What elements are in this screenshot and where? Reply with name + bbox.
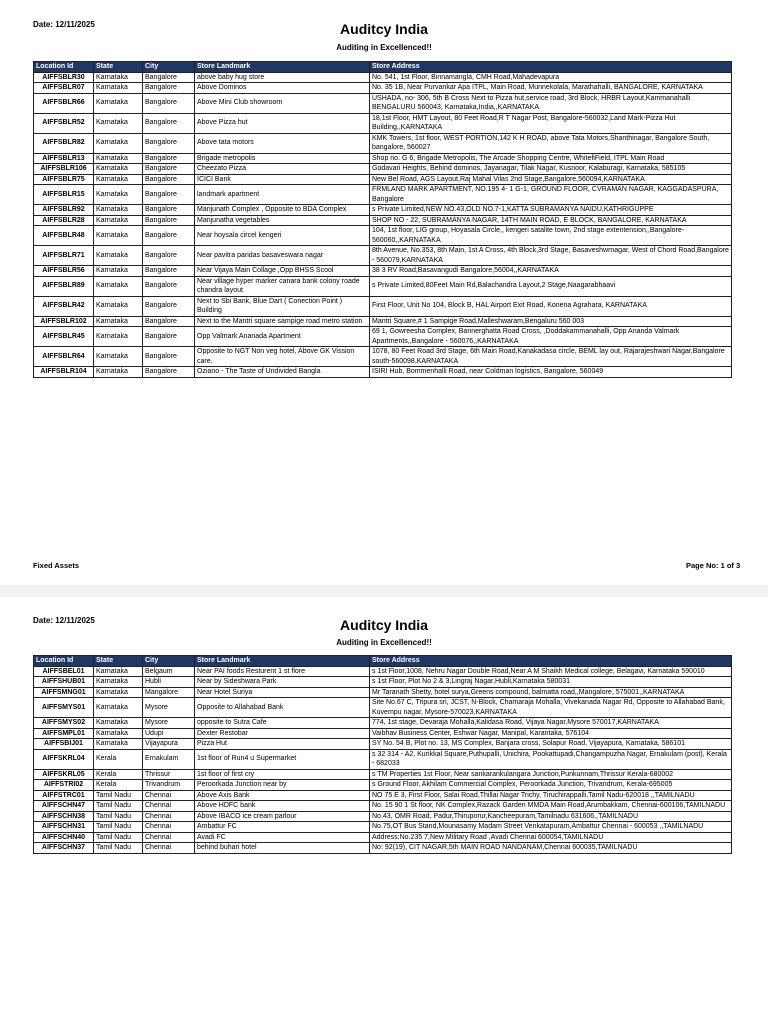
state-cell: Kerala: [94, 749, 143, 769]
landmark-cell: Near by Sideshwara Park: [195, 677, 370, 688]
city-cell: Mangalore: [143, 687, 195, 698]
location-id-cell: AIFFSHUB01: [34, 677, 94, 688]
state-cell: Karnataka: [94, 205, 143, 216]
location-id-cell: AIFFSMPL01: [34, 728, 94, 739]
table-row: [34, 347, 732, 367]
location-id-cell: AIFFSMYS02: [34, 718, 94, 729]
table-row: [34, 822, 732, 833]
table-row: [34, 832, 732, 843]
table-header-row: [34, 656, 732, 667]
column-header: State: [94, 62, 143, 73]
city-cell: Bangalore: [143, 276, 195, 296]
location-id-cell: AIFFSBLR71: [34, 246, 94, 266]
city-cell: Bangalore: [143, 133, 195, 153]
city-cell: Vijayapura: [143, 739, 195, 750]
address-cell: s Private Limited,NEW NO.43,OLD NO.7-1,KATTA SUBRAMANYA NAIDU,KATHRIGUPPE: [370, 205, 732, 216]
report-title: Auditcy India: [340, 21, 428, 37]
city-cell: Hubli: [143, 677, 195, 688]
state-cell: Tamil Nadu: [94, 790, 143, 801]
report-subtitle: Auditing in Excellenced!!: [336, 638, 432, 647]
location-id-cell: AIFFSBLR48: [34, 226, 94, 246]
state-cell: Karnataka: [94, 677, 143, 688]
location-id-cell: AIFFSBLR52: [34, 113, 94, 133]
column-header: City: [143, 62, 195, 73]
table-row: [34, 226, 732, 246]
location-id-cell: AIFFSBLR102: [34, 316, 94, 327]
city-cell: Bangalore: [143, 215, 195, 226]
state-cell: Karnataka: [94, 266, 143, 277]
state-cell: Karnataka: [94, 698, 143, 718]
landmark-cell: Avadi FC: [195, 832, 370, 843]
table-row: [34, 153, 732, 164]
address-cell: 1078, 80 Feet Road 3rd Stage, 6th Main Road,Kanakadasa circle, BEML lay out, Rajarajeshwari Nagar,Bangalore south-560098,KARNATAKA: [370, 347, 732, 367]
city-cell: Bangalore: [143, 93, 195, 113]
landmark-cell: Near village hyper marker canara bank colony roade chandra layout: [195, 276, 370, 296]
address-cell: s 32 314 - A2, Kurikkal Square,Puthupalli, Unichira, Pookattupadi,Changampuzha Nagar, Ernakulam (post), Kerala - 682033: [370, 749, 732, 769]
state-cell: Karnataka: [94, 174, 143, 185]
table-row: [34, 327, 732, 347]
state-cell: Karnataka: [94, 133, 143, 153]
location-id-cell: AIFFSTRI02: [34, 780, 94, 791]
state-cell: Karnataka: [94, 316, 143, 327]
state-cell: Karnataka: [94, 215, 143, 226]
city-cell: Mysore: [143, 718, 195, 729]
city-cell: Chennai: [143, 822, 195, 833]
location-id-cell: AIFFSBLR66: [34, 93, 94, 113]
column-header: Store Landmark: [195, 62, 370, 73]
location-id-cell: AIFFSCHN37: [34, 843, 94, 854]
state-cell: Karnataka: [94, 246, 143, 266]
column-header: Location Id: [34, 656, 94, 667]
address-cell: No. 15 90 1 St floor, NK Complex,Razack Garden MMDA Main Road,Arumbakkam, Chennai-600106,TAMILNADU: [370, 801, 732, 812]
landmark-cell: Above tata motors: [195, 133, 370, 153]
table-row: [34, 185, 732, 205]
location-id-cell: AIFFSBIJ01: [34, 739, 94, 750]
landmark-cell: Near hoysala circel kengeri: [195, 226, 370, 246]
column-header: Location Id: [34, 62, 94, 73]
address-cell: New Bel Road, AGS Layout,Raj Mahal Vilas 2nd Stage,Bangalore,560094,KARNATAKA: [370, 174, 732, 185]
city-cell: Bangalore: [143, 327, 195, 347]
address-cell: 18,1st Floor, HMT Layout, 80 Feet Road,R T Nagar Post, Bangalore-560032,Land Mark-Pizza Hut Building,,KARNATAKA: [370, 113, 732, 133]
landmark-cell: Near pavitra paridas basaveswara nagar: [195, 246, 370, 266]
address-cell: Address:No.235 7,New Military Road ,Avadi Chennai 600054,TAMILNADU: [370, 832, 732, 843]
location-id-cell: AIFFSBLR07: [34, 83, 94, 94]
column-header: City: [143, 656, 195, 667]
state-cell: Karnataka: [94, 347, 143, 367]
city-cell: Belgaum: [143, 666, 195, 677]
address-cell: No. 35 1B, Near Purvankar Apa ITPL, Main Road, Munnekolala, Marathahalli, BANGALORE, KARNATAKA: [370, 83, 732, 94]
table-row: [34, 296, 732, 316]
state-cell: Kerala: [94, 769, 143, 780]
city-cell: Mysore: [143, 698, 195, 718]
landmark-cell: Next to Sbi Bank, Blue Dart ( Conection Point ) Building: [195, 296, 370, 316]
state-cell: Tamil Nadu: [94, 843, 143, 854]
column-header: Store Landmark: [195, 656, 370, 667]
address-cell: s Ground Floor, Akhilam Commercial Complex, Peroorkada Junction, Trivandrum, Kerala-695005: [370, 780, 732, 791]
page-number: Page No: 1 of 3: [686, 561, 741, 570]
city-cell: Bangalore: [143, 153, 195, 164]
table-row: [34, 687, 732, 698]
address-cell: 104, 1st floor, LIG group, Hoyasala Circle,, kengeri satalite town, 2nd stage extentension,,Bangalore-560060,,KARNATAKA: [370, 226, 732, 246]
location-id-cell: AIFFSBLR42: [34, 296, 94, 316]
location-id-cell: AIFFSCHN31: [34, 822, 94, 833]
state-cell: Tamil Nadu: [94, 801, 143, 812]
report-date: Date: 12/11/2025: [33, 616, 95, 625]
location-id-cell: AIFFSBLR30: [34, 72, 94, 83]
location-id-cell: AIFFSBLR45: [34, 327, 94, 347]
address-cell: 69 1, Gowreesha Complex, Bannerghatta Road Cross, ,Doddakammanahalli, Opp Ananda Valmark Apartments,,Bangalore - 560076,,KARNATAKA: [370, 327, 732, 347]
table-row: [34, 843, 732, 854]
landmark-cell: Above HDFC bank: [195, 801, 370, 812]
table-row: [34, 769, 732, 780]
city-cell: Bangalore: [143, 113, 195, 133]
table-row: [34, 266, 732, 277]
table-row: [34, 718, 732, 729]
landmark-cell: Pizza Hut: [195, 739, 370, 750]
table-row: [34, 164, 732, 175]
address-cell: No: 92(19), CIT NAGAR,5th MAIN ROAD NANDANAM,Chennai 600035,TAMILNADU: [370, 843, 732, 854]
table-row: [34, 780, 732, 791]
landmark-cell: Peroorkada Junction near by: [195, 780, 370, 791]
store-table: [33, 61, 732, 378]
column-header: Store Address: [370, 656, 732, 667]
state-cell: Karnataka: [94, 83, 143, 94]
state-cell: Karnataka: [94, 113, 143, 133]
state-cell: Kerala: [94, 780, 143, 791]
landmark-cell: 1st floor of first cry: [195, 769, 370, 780]
location-id-cell: AIFFSBLR106: [34, 164, 94, 175]
landmark-cell: landmark apartment: [195, 185, 370, 205]
city-cell: Bangalore: [143, 316, 195, 327]
table-row: [34, 749, 732, 769]
city-cell: Thrissur: [143, 769, 195, 780]
city-cell: Bangalore: [143, 205, 195, 216]
table-row: [34, 367, 732, 378]
state-cell: Karnataka: [94, 327, 143, 347]
city-cell: Chennai: [143, 832, 195, 843]
landmark-cell: Cheezato Pizza: [195, 164, 370, 175]
city-cell: Bangalore: [143, 226, 195, 246]
landmark-cell: Opposite to Allahabad Bank: [195, 698, 370, 718]
store-table: [33, 655, 732, 854]
landmark-cell: Oziano - The Taste of Undivided Bangla: [195, 367, 370, 378]
city-cell: Bangalore: [143, 347, 195, 367]
report-title: Auditcy India: [340, 617, 428, 633]
state-cell: Tamil Nadu: [94, 822, 143, 833]
location-id-cell: AIFFSMYS01: [34, 698, 94, 718]
table-row: [34, 72, 732, 83]
table-row: [34, 728, 732, 739]
landmark-cell: Dexter Restobar: [195, 728, 370, 739]
table-row: [34, 133, 732, 153]
location-id-cell: AIFFSBLR75: [34, 174, 94, 185]
address-cell: 8th Avenue, No.353, 8th Main, 1st A Cross, 4th Block,3rd Stage, Basaveshwrnagar, West of Chord Road,Bangalore - 560079,KARNATAKA: [370, 246, 732, 266]
address-cell: No. 541, 1st Floor, Binnamangla, CMH Road,Mahadevapura: [370, 72, 732, 83]
location-id-cell: AIFFSMNG01: [34, 687, 94, 698]
address-cell: s Private Limited,80Feet Main Rd,Balachandra Layout,2 Stage,Naagarabhaavi: [370, 276, 732, 296]
address-cell: SHOP NO - 22, SUBRAMANYA NAGAR, 14TH MAIN ROAD, E BLOCK, BANGALORE, KARNATAKA: [370, 215, 732, 226]
address-cell: Vaibhav Business Center, Eshwar Nagar, Manipal, Karantaka, 576104: [370, 728, 732, 739]
location-id-cell: AIFFSCHN47: [34, 801, 94, 812]
location-id-cell: AIFFSBLR92: [34, 205, 94, 216]
state-cell: Karnataka: [94, 226, 143, 246]
state-cell: Karnataka: [94, 164, 143, 175]
city-cell: Bangalore: [143, 174, 195, 185]
state-cell: Karnataka: [94, 739, 143, 750]
table-row: [34, 698, 732, 718]
landmark-cell: Next to the Mantri square sampige road metro station: [195, 316, 370, 327]
state-cell: Karnataka: [94, 72, 143, 83]
footer-section-label: Fixed Assets: [33, 561, 79, 570]
column-header: Store Address: [370, 62, 732, 73]
landmark-cell: Brigade metropolis: [195, 153, 370, 164]
landmark-cell: Near Vijaya Main Collage ,Opp BHSS Scool: [195, 266, 370, 277]
landmark-cell: Near Hotel Suriya: [195, 687, 370, 698]
address-cell: Godavari Heights, Behind dominos, Jayanagar, Tilak Nagar, Kusnoor, Kalaburagi, Karnataka, 585105: [370, 164, 732, 175]
table-row: [34, 83, 732, 94]
table-row: [34, 811, 732, 822]
city-cell: Bangalore: [143, 296, 195, 316]
table-row: [34, 276, 732, 296]
address-cell: NO 75 E 3, First Floor, Salai Road,Thillai Nagar Trichy, Tiruchirappalli,Tamil Nadu-620018 ,,TAMILNADU: [370, 790, 732, 801]
city-cell: Chennai: [143, 843, 195, 854]
table-row: [34, 677, 732, 688]
landmark-cell: Near PAI foods Resturent 1 st flore: [195, 666, 370, 677]
table-row: [34, 316, 732, 327]
landmark-cell: Manjunatha vegetables: [195, 215, 370, 226]
state-cell: Karnataka: [94, 153, 143, 164]
state-cell: Karnataka: [94, 367, 143, 378]
landmark-cell: Above Axis Bank: [195, 790, 370, 801]
table-header-row: [34, 62, 732, 73]
landmark-cell: Manjunath Complex , Opposite to BDA Complex: [195, 205, 370, 216]
location-id-cell: AIFFSBLR89: [34, 276, 94, 296]
city-cell: Bangalore: [143, 246, 195, 266]
city-cell: Chennai: [143, 801, 195, 812]
location-id-cell: AIFFSBLR64: [34, 347, 94, 367]
address-cell: s TM Properties 1st Floor, Near sankarankulangara Junction,Punkunnam,Thrissur Kerala-680002: [370, 769, 732, 780]
location-id-cell: AIFFSKRL05: [34, 769, 94, 780]
landmark-cell: Ambattur FC: [195, 822, 370, 833]
table-row: [34, 93, 732, 113]
landmark-cell: Opp Valmark Ananada Apartment: [195, 327, 370, 347]
landmark-cell: behind buhari hotel: [195, 843, 370, 854]
location-id-cell: AIFFSBEL01: [34, 666, 94, 677]
address-cell: 774, 1st stage, Devaraja Mohalla,Kalidasa Road, Vijaya Nagar,Mysore 570017,KARNATAKA: [370, 718, 732, 729]
state-cell: Tamil Nadu: [94, 832, 143, 843]
landmark-cell: 1st floor of Run4 u Supermarket: [195, 749, 370, 769]
city-cell: Bangalore: [143, 164, 195, 175]
state-cell: Karnataka: [94, 185, 143, 205]
state-cell: Tamil Nadu: [94, 811, 143, 822]
location-id-cell: AIFFSBLR56: [34, 266, 94, 277]
state-cell: Karnataka: [94, 93, 143, 113]
page-separator: [0, 585, 768, 597]
state-cell: Karnataka: [94, 296, 143, 316]
address-cell: 38 3 RV Road,Basavangudi Bangalore,56004,,KARNATAKA: [370, 266, 732, 277]
report-page-2: [0, 597, 768, 1024]
city-cell: Udupi: [143, 728, 195, 739]
address-cell: SY No. 54 B, Plot no. 13, MS Complex, Banjara cross, Solapur Road, Vijayapura, Karnataka, 586101: [370, 739, 732, 750]
table-row: [34, 246, 732, 266]
city-cell: Bangalore: [143, 72, 195, 83]
landmark-cell: Above Mini Club showroom: [195, 93, 370, 113]
landmark-cell: ICICI Bank: [195, 174, 370, 185]
city-cell: Bangalore: [143, 266, 195, 277]
landmark-cell: above baby hug store: [195, 72, 370, 83]
city-cell: Ernakulam: [143, 749, 195, 769]
state-cell: Karnataka: [94, 718, 143, 729]
table-row: [34, 205, 732, 216]
column-header: State: [94, 656, 143, 667]
address-cell: USHADA, no- 306, 5th B Cross Next to Pizza hut,service road, 3rd Block, HRBR Layout,Kammanahalli BENGALURU 560043, Karnataka,India,,KARNATAKA: [370, 93, 732, 113]
table-row: [34, 790, 732, 801]
table-row: [34, 739, 732, 750]
address-cell: ISIRI Hub, Bommenhalli Road, near Coldman logistics, Bangalore, 560049: [370, 367, 732, 378]
city-cell: Chennai: [143, 811, 195, 822]
state-cell: Karnataka: [94, 728, 143, 739]
address-cell: Mr Taranath Shetty, hotel surya,Greens compound, balmatta road,,Mangalore, 575001,,KARNATAKA: [370, 687, 732, 698]
table-row: [34, 113, 732, 133]
state-cell: Karnataka: [94, 276, 143, 296]
landmark-cell: Above Pizza hut: [195, 113, 370, 133]
city-cell: Trivandrum: [143, 780, 195, 791]
report-subtitle: Auditing in Excellenced!!: [336, 43, 432, 52]
landmark-cell: Opposite to NGT Non veg hotel, Above GK Vission care.: [195, 347, 370, 367]
city-cell: Bangalore: [143, 185, 195, 205]
address-cell: FRMLAND MARK APARTMENT, NO.195 4- 1 G-1, GROUND FLOOR, CVRAMAN NAGAR, KAGGADASPURA, Bangalore: [370, 185, 732, 205]
address-cell: Mantri Square,# 1 Sampige Road,Malleshwaram,Bengaluru 560 003: [370, 316, 732, 327]
landmark-cell: opposite to Sutra Cafe: [195, 718, 370, 729]
address-cell: Site No.67 C, Tripura sri, JCST, N-Block, Chamaraja Mohalla, Vivekanada Nagar Rd, Opposite to Allahabad Bank, Kuvempu nagar, Mysore-570023,KARNATAKA: [370, 698, 732, 718]
landmark-cell: Above IBACO ice cream parlour: [195, 811, 370, 822]
location-id-cell: AIFFSBLR13: [34, 153, 94, 164]
table-row: [34, 174, 732, 185]
address-cell: No.43, OMR Road, Padur,Thiruporur,Kancheepuram,Tamilnadu 631606,,TAMILNADU: [370, 811, 732, 822]
address-cell: No.75,OT Bus Stand,Mounasamy Madam Street Venkatapuram,Ambattur Chennai - 600053 ,,TAMILNADU: [370, 822, 732, 833]
address-cell: First Floor, Unit No 104, Block B, HAL Airport Exit Road, Konena Agrahara, KARNATAKA: [370, 296, 732, 316]
city-cell: Bangalore: [143, 83, 195, 94]
location-id-cell: AIFFSTRC01: [34, 790, 94, 801]
address-cell: Shop no. G 6, Brigade Metropolis, The Arcade Shopping Centre, WhitefiField, ITPL Main Road: [370, 153, 732, 164]
location-id-cell: AIFFSBLR28: [34, 215, 94, 226]
table-row: [34, 801, 732, 812]
location-id-cell: AIFFSCHN38: [34, 811, 94, 822]
address-cell: KMK Towers, 1st floor, WEST PORTION,142 K H ROAD, above Tata Motors,Shanthinagar, Bangalore South, bangalore, 560027: [370, 133, 732, 153]
location-id-cell: AIFFSBLR104: [34, 367, 94, 378]
table-row: [34, 666, 732, 677]
address-cell: s 1st Floor, Plot No 2 & 3,Lingraj Nagar,Hubli,Karnataka 580031: [370, 677, 732, 688]
state-cell: Karnataka: [94, 666, 143, 677]
state-cell: Karnataka: [94, 687, 143, 698]
location-id-cell: AIFFSKRL04: [34, 749, 94, 769]
city-cell: Bangalore: [143, 367, 195, 378]
landmark-cell: Above Dominos: [195, 83, 370, 94]
city-cell: Chennai: [143, 790, 195, 801]
table-row: [34, 215, 732, 226]
report-date: Date: 12/11/2025: [33, 20, 95, 29]
location-id-cell: AIFFSCHN40: [34, 832, 94, 843]
address-cell: s 1st Floor,1008, Nehru Nagar Double Road,Near A M Shaikh Medical college, Belagavi, Karnataka 590010: [370, 666, 732, 677]
location-id-cell: AIFFSBLR15: [34, 185, 94, 205]
location-id-cell: AIFFSBLR82: [34, 133, 94, 153]
